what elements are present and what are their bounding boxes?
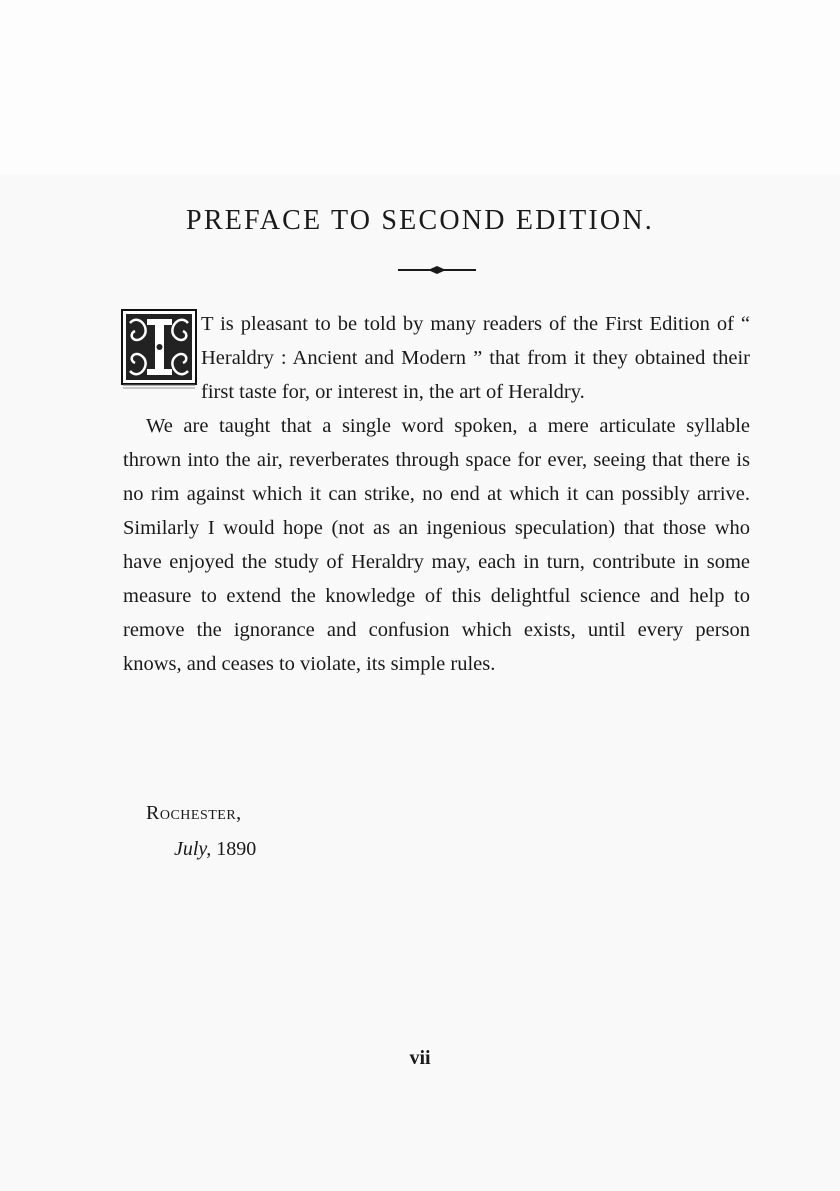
rule-with-diamond-ornament [398,263,476,277]
signoff [146,795,256,867]
preface-title: PREFACE TO SECOND EDITION. [186,205,654,236]
paragraph-1 [123,307,750,409]
page-number: vii [409,1047,431,1069]
paragraph-2: We are taught that a single word spoken, a mere articulate syllable thrown into the air, reverberates through space for ever, seeing that there is no rim against which it can strike, no end at which it can possibly arrive. Similarly I would hope (not as an ingenious speculation) that those who have enjoyed the study of Heraldry may, each in turn, contribute in some measure to extend the knowledge of this delightful science and help to remove the ignorance and confusion which exists, until every person knows, and ceases to violate, its simple rules. [123,415,750,675]
paragraph-1-text: T is pleasant to be told by many readers of the First Edition of “ Heraldry : Ancient and Modern ” that from it they obtained their first taste for, or interest in, the art of Heraldry. [201,313,750,403]
signoff-place: Rochester, [146,802,242,824]
preface-body [123,307,750,681]
signoff-month: July, [174,838,212,860]
signoff-year: 1890 [216,838,257,860]
signoff-date [146,831,256,867]
ornamental-initial-I-icon [121,309,197,389]
